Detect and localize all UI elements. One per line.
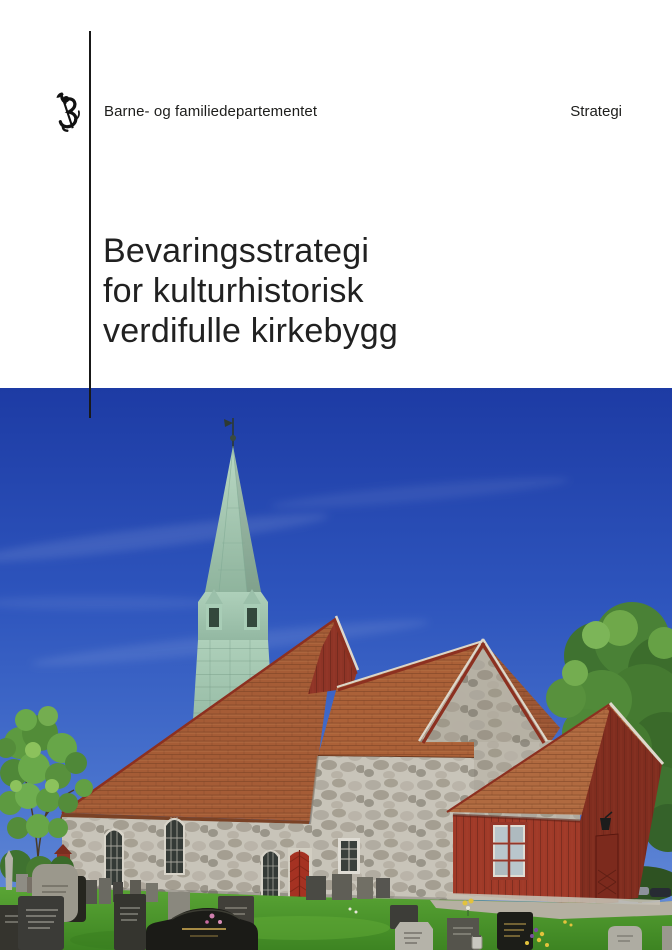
- vertical-rule: [89, 31, 91, 418]
- porch-door: [596, 834, 618, 904]
- belfry-louver: [209, 608, 219, 627]
- cover-title: [103, 231, 398, 351]
- title-line-1: Bevaringsstrategi: [103, 232, 370, 270]
- church-window: [338, 838, 360, 874]
- gravestone: [357, 877, 373, 899]
- ministry-name: Barne- og familiedepartementet: [104, 103, 318, 120]
- title-line-3: verdifulle kirkebygg: [103, 312, 399, 350]
- church-window: [261, 849, 280, 900]
- document-type-label: Strategi: [570, 103, 622, 120]
- belfry-louver: [247, 608, 257, 627]
- gravestone: [662, 926, 672, 950]
- gravestone: [395, 922, 433, 950]
- gravestone: [99, 878, 111, 904]
- gravestone: [18, 896, 64, 950]
- gravestone: [332, 874, 352, 900]
- cover-photo: [0, 388, 672, 950]
- gravestone: [146, 883, 158, 902]
- gravestone: [306, 876, 326, 900]
- norway-coat-of-arms-logo: [54, 90, 81, 132]
- gravestone: [16, 874, 28, 892]
- title-line-2: for kulturhistorisk: [103, 272, 364, 310]
- gravestone: [114, 894, 146, 950]
- gravestone: [376, 878, 390, 898]
- gravestone: [608, 926, 642, 950]
- porch-window: [490, 822, 528, 880]
- grave-lantern-icon: [472, 936, 482, 949]
- church-photo-illustration: [0, 388, 672, 950]
- church-window: [164, 817, 185, 875]
- gravestone: [5, 850, 13, 890]
- spire-ball: [230, 435, 236, 441]
- lion-with-axe-icon: [57, 92, 80, 130]
